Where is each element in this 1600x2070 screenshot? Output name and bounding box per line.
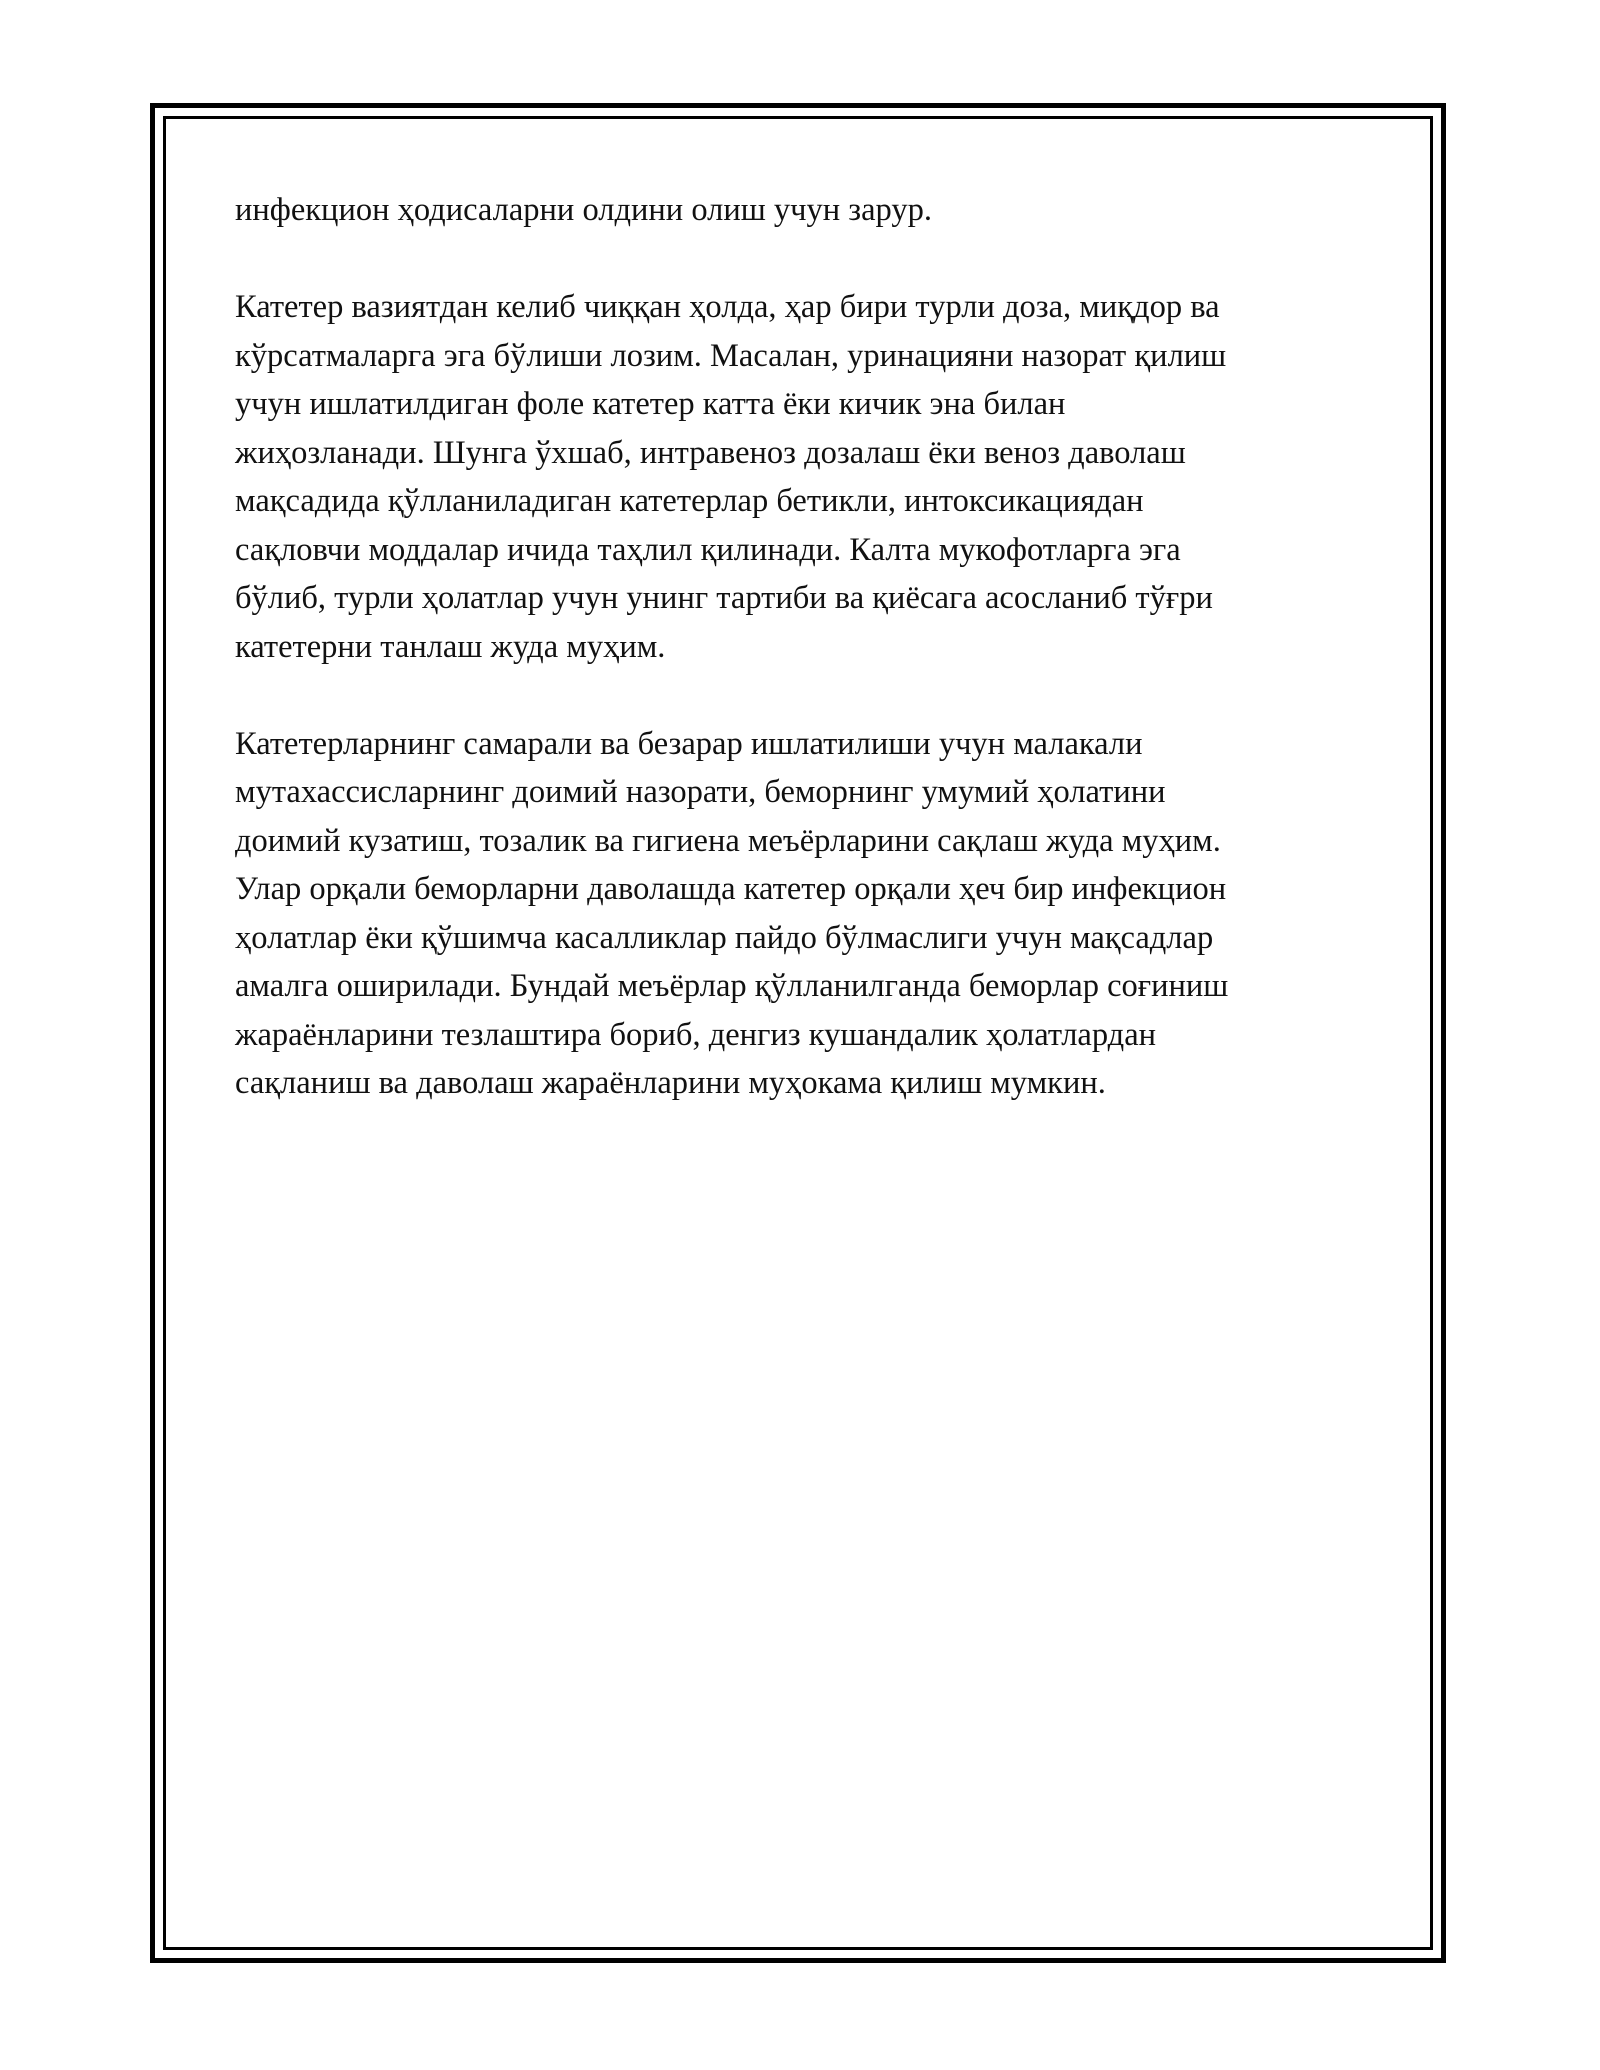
text-line: Катетер вазиятдан келиб чиққан ҳолда, ҳар бири турли доза, миқдор ва: [235, 289, 1220, 325]
paragraph-1: [235, 186, 1365, 235]
text-line: жиҳозланади. Шунга ўхшаб, интравеноз дозалаш ёки веноз даволаш: [235, 434, 1186, 471]
text-line: катетерни танлаш жуда муҳим.: [235, 628, 666, 665]
paragraph-3: [235, 720, 1365, 1108]
text-line: учун ишлатилдиган фоле катетер катта ёки кичик эна билан: [235, 386, 1066, 422]
text-line: инфекцион ҳодисаларни олдини олиш учун зарур.: [235, 192, 932, 228]
text-line: Улар орқали беморларни даволашда катетер орқали ҳеч бир инфекцион: [235, 871, 1227, 907]
text-line: мақсадида қўлланиладиган катетерлар бетикли, интоксикациядан: [235, 483, 1144, 519]
text-line: сақловчи моддалар ичида таҳлил қилинади. Калта мукофотларга эга: [235, 531, 1181, 568]
text-line: мутахассисларнинг доимий назорати, беморнинг умумий ҳолатини: [235, 774, 1166, 810]
text-line: ҳолатлар ёки қўшимча касалликлар пайдо бўлмаслиги учун мақсадлар: [235, 919, 1214, 956]
text-line: амалга оширилади. Бундай меъёрлар қўлланилганда беморлар соғиниш: [235, 968, 1229, 1004]
paragraph-2: [235, 283, 1365, 671]
text-line: Катетерларнинг самарали ва безарар ишлатилиши учун малакали: [235, 725, 1143, 762]
text-line: жараёнларини тезлаштира бориб, денгиз кушандалик ҳолатлардан: [235, 1016, 1157, 1053]
text-line: доимий кузатиш, тозалик ва гигиена меъёрларини сақлаш жуда муҳим.: [235, 822, 1221, 859]
text-line: сақланиш ва даволаш жараёнларини муҳокама қилиш мумкин.: [235, 1065, 1106, 1101]
text-line: кўрсатмаларга эга бўлиши лозим. Масалан, уринацияни назорат қилиш: [235, 337, 1227, 374]
text-line: бўлиб, турли ҳолатлар учун унинг тартиби ва қиёсага асосланиб тўғри: [235, 580, 1213, 616]
document-body: [235, 186, 1365, 1156]
